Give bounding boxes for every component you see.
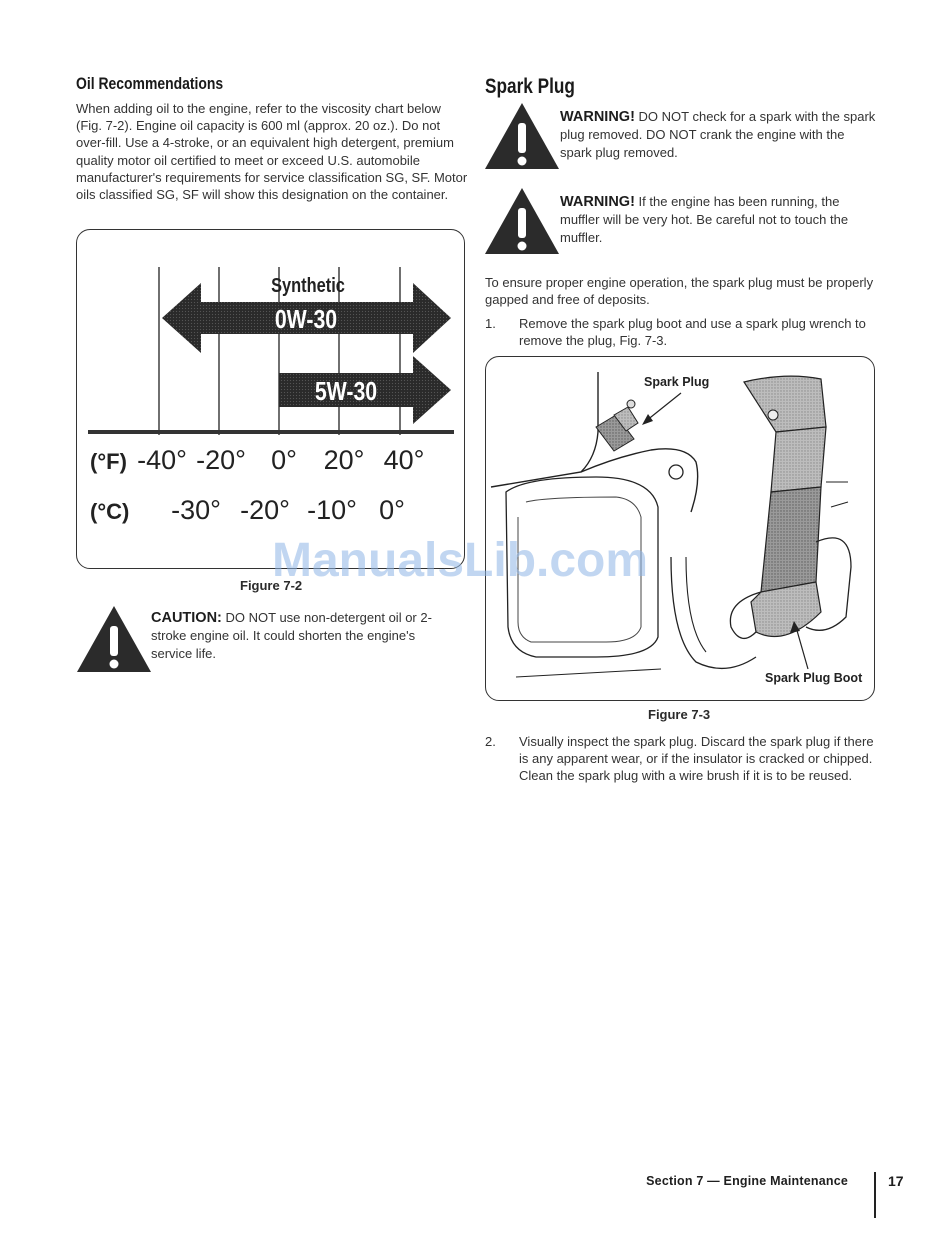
figure-7-2-caption: Figure 7-2: [240, 578, 303, 593]
spark-plug-illustration: [486, 357, 875, 701]
f-tick-minus20: -20°: [196, 445, 246, 475]
watermark: ManualsLib.com: [272, 534, 649, 587]
footer-divider: [874, 1172, 876, 1218]
footer-section-title: Section 7 — Engine Maintenance: [646, 1174, 848, 1188]
viscosity-chart: [76, 229, 468, 574]
synthetic-label: Synthetic: [271, 273, 345, 297]
f-tick-40: 40°: [383, 445, 425, 475]
warning-icon-2: [483, 186, 561, 256]
f-tick-0: 0°: [271, 445, 297, 475]
step-1-number: 1.: [485, 316, 496, 331]
warning-icon-1: [483, 101, 561, 171]
step-1: [485, 315, 880, 349]
caution-label: CAUTION:: [151, 610, 222, 626]
warning2-text: If the engine has been running, the muffler will be very hot. Be careful not to touch the muffler.: [560, 194, 849, 245]
page-number: 17: [888, 1173, 904, 1189]
warning1-label: WARNING!: [560, 109, 635, 125]
f-tick-minus40: -40°: [137, 445, 187, 475]
celsius-unit-label: (°C): [90, 499, 130, 524]
step-2: [485, 733, 880, 785]
oil-recommendations-paragraph: When adding oil to the engine, refer to the viscosity chart below (Fig. 7-2). Engine oil capacity is 600 ml (approx. 20 oz.). Do not over-fill. Use a 4-stroke, or an equivalent high detergent, premium quality motor oil certified to meet or exceed U.S. automobile manufacturer's requirements for service classification SG, SF. Motor oils classified SG, SF will show this designation on the container.: [76, 101, 468, 203]
step-2-number: 2.: [485, 734, 496, 749]
warning2-label: WARNING!: [560, 194, 635, 210]
figure-7-3-caption: Figure 7-3: [648, 707, 711, 722]
c-tick-minus20: -20°: [240, 495, 290, 525]
spark-plug-boot-callout: Spark Plug Boot: [765, 671, 863, 685]
c-tick-minus10: -10°: [307, 495, 357, 525]
spark-plug-heading: Spark Plug: [485, 75, 575, 98]
warning-block-2: [560, 193, 878, 246]
caution-text: DO NOT use non-detergent oil or 2-stroke engine oil. It could shorten the engine's service life.: [151, 610, 432, 661]
step-1-text: Remove the spark plug boot and use a spark plug wrench to remove the plug, Fig. 7-3.: [519, 316, 866, 349]
caution-block: [151, 609, 451, 662]
oil-5w30-label: 5W-30: [314, 377, 378, 407]
spark-plug-callout: Spark Plug: [644, 375, 710, 389]
c-tick-minus30: -30°: [171, 495, 221, 525]
caution-warning-icon: [75, 604, 153, 674]
oil-recommendations-heading: Oil Recommendations: [76, 74, 224, 93]
oil-0w30-label: 0W-30: [274, 305, 338, 335]
spark-plug-intro: To ensure proper engine operation, the spark plug must be properly gapped and free of deposits.: [485, 275, 874, 308]
f-tick-20: 20°: [323, 445, 365, 475]
fahrenheit-unit-label: (°F): [90, 449, 127, 474]
warning-block-1: [560, 108, 878, 161]
step-2-text: Visually inspect the spark plug. Discard the spark plug if there is any apparent wear, or if the insulator is cracked or chipped. Clean the spark plug with a wire brush if it is to be reused.: [519, 734, 874, 784]
warning1-text: DO NOT check for a spark with the spark plug removed. DO NOT crank the engine with the spark plug removed.: [560, 109, 876, 160]
spark-plug-figure: [485, 356, 875, 701]
c-tick-0: 0°: [379, 495, 405, 525]
